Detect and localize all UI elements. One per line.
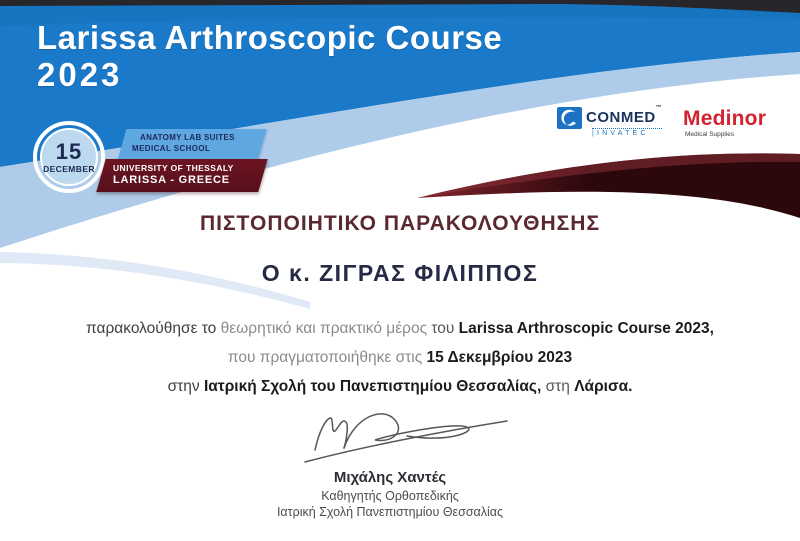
conmed-logo: [557, 105, 662, 137]
certificate-body: [0, 314, 800, 401]
medinor-tagline: Medical Supplies: [685, 131, 735, 138]
venue-ribbon-line1: ANATOMY LAB SUITES: [140, 133, 235, 142]
conmed-linvatec-label: |INVATEC: [592, 128, 662, 137]
course-title: [37, 20, 502, 94]
badge-day: 15: [55, 138, 83, 164]
university-ribbon: [101, 159, 263, 192]
body-line1: παρακολούθησε το θεωρητικό και πρακτικό μέρος του Larissa Arthroscopic Course 2023,: [86, 320, 714, 337]
body-line3: στην Ιατρική Σχολή του Πανεπιστημίου Θεσσαλίας, στη Λάρισα.: [167, 378, 633, 395]
signature-graphic: [295, 398, 530, 468]
venue-ribbon: [122, 129, 262, 160]
course-title-year: 2023: [37, 55, 123, 93]
conmed-trademark: ™: [655, 105, 663, 111]
certificate-heading: ΠΙΣΤΟΠΟΙΗΤΙΚΟ ΠΑΡΑΚΟΛΟΥΘΗΣΗΣ: [199, 212, 601, 235]
body-line2: που πραγματοποιήθηκε στις 15 Δεκεμβρίου 2023: [227, 349, 573, 366]
signatory-block: [0, 469, 780, 519]
signatory-name: Μιχάλης Χαντές: [333, 469, 447, 486]
conmed-wordmark: conmed™: [586, 104, 663, 127]
medinor-logo: [683, 108, 766, 138]
badge-month: DECEMBER: [43, 163, 95, 174]
medinor-wordmark: Medinor: [683, 107, 767, 130]
signatory-affiliation: Ιατρική Σχολή Πανεπιστημίου Θεσσαλίας: [276, 505, 504, 519]
venue-ribbon-line2: MEDICAL SCHOOL: [132, 143, 211, 153]
signatory-role: Καθηγητής Ορθοπεδικής: [321, 489, 459, 503]
university-ribbon-line2: LARISSA - GREECE: [113, 173, 230, 186]
conmed-logo-icon: [557, 107, 582, 129]
date-badge: [33, 121, 105, 193]
recipient-name: Ο κ. ΖΙΓΡΑΣ ΦΙΛΙΠΠΟΣ: [261, 260, 539, 286]
date-badge-inner: [40, 128, 98, 186]
university-ribbon-line1: UNIVERSITY OF THESSALY: [113, 163, 234, 173]
course-title-line1: Larissa Arthroscopic Course: [37, 19, 503, 56]
